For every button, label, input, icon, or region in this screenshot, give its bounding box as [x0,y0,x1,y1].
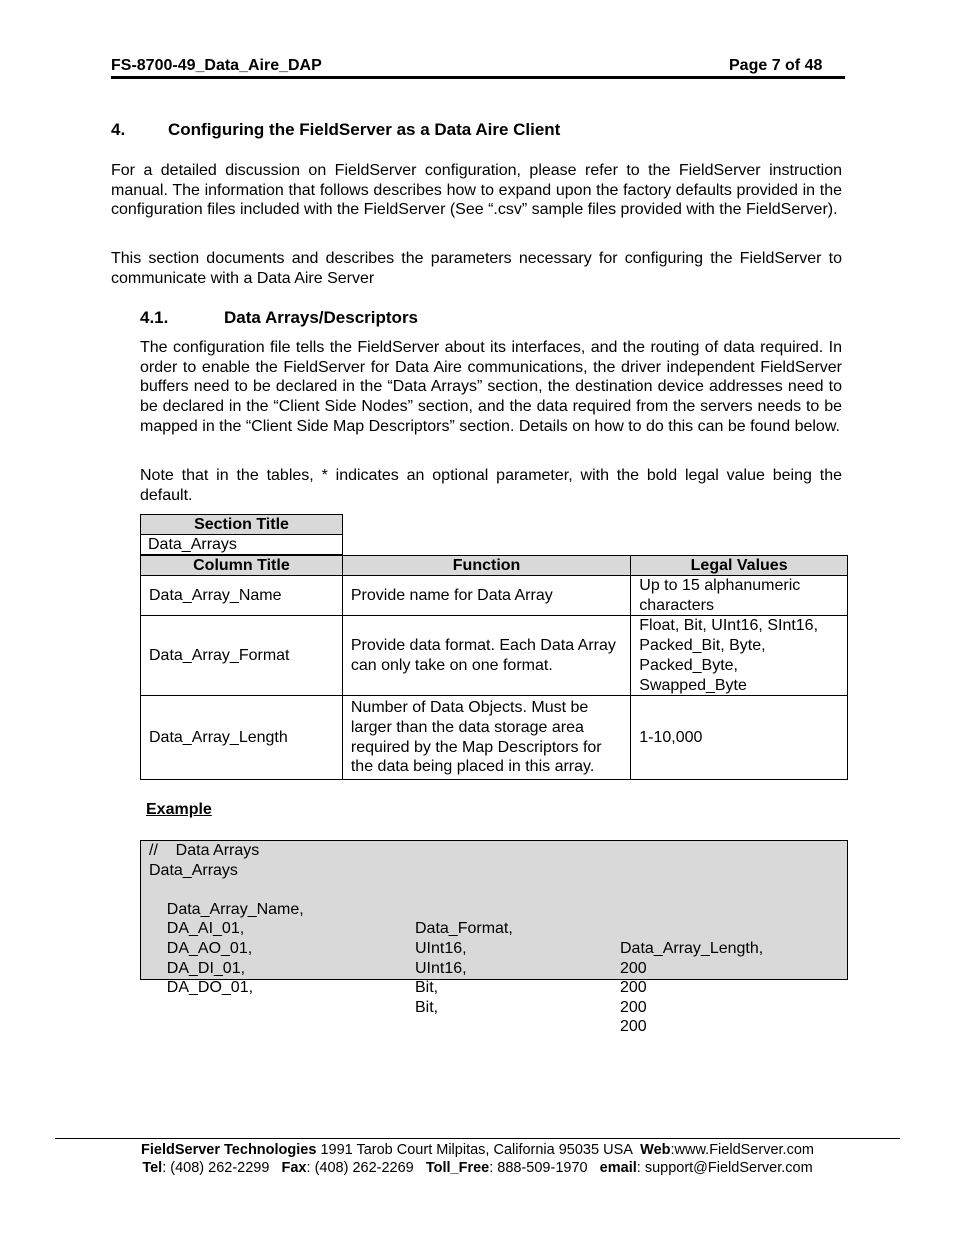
example-row [149,959,839,1036]
row-column-title: Data_Array_Name [141,576,343,616]
footer-tel: : (408) 262-2299 [162,1160,282,1176]
example-section: Data_Arrays [149,861,238,879]
footer-toll: : 888-509-1970 [489,1160,600,1176]
footer-toll-label: Toll_Free [425,1160,490,1176]
footer-web-label: Web [640,1142,671,1158]
subsection-number: 4.1. [140,308,169,327]
section-title-value: Data_Arrays [141,535,343,555]
section-title-table [140,514,343,555]
example-cell: UInt16, [415,959,467,977]
header-rule [111,76,845,79]
footer-address: 1991 Tarob Court Milpitas, California 95035 USA [316,1142,641,1158]
example-cell: Data_Array_Length, [620,939,764,957]
row-legal-values: 1-10,000 [631,696,848,780]
example-cell: Data_Format, [415,920,513,938]
example-cell: 200 [620,959,647,977]
footer-web: :www.FieldServer.com [670,1142,814,1158]
footer-rule [55,1138,900,1139]
example-cell: Bit, [415,979,439,997]
example-cell: DA_DI_01, [166,959,246,977]
example-cell: Bit, [415,998,439,1016]
parameter-table [140,555,848,780]
example-cell: DA_AI_01, [166,920,245,938]
row-column-title: Data_Array_Format [141,616,343,696]
row-function: Provide name for Data Array [342,576,630,616]
row-legal-values: Float, Bit, UInt16, SInt16, Packed_Bit, Byte, Packed_Byte, Swapped_Byte [631,616,848,696]
table-row [141,616,848,696]
row-function: Number of Data Objects. Must be larger than the data storage area required by the Map Descriptors for the data being placed in this array. [342,696,630,780]
section-title: Configuring the FieldServer as a Data Aire Client [168,120,561,139]
column-header-function: Function [342,556,630,576]
example-cell: UInt16, [415,939,467,957]
example-cell: 200 [620,998,647,1016]
row-legal-values: Up to 15 alphanumeric characters [631,576,848,616]
subsection-paragraph-1: The configuration file tells the FieldServer about its interfaces, and the routing of data required. In order to enable the FieldServer for Data Aire communications, the driver independent FieldServer buffers need to be declared in the “Data Arrays” section, the destination device addresses need to be declared in the “Client Side Nodes” section, and the data required from the servers needs to be mapped in the “Client Side Map Descriptors” section. Details on how to do this can be found below. [140,339,842,435]
column-header-legal-values: Legal Values [631,556,848,576]
column-header-column-title: Column Title [141,556,343,576]
parameter-table-header-row [141,556,848,576]
footer-tel-label: Tel [142,1160,163,1176]
table-row [141,576,848,616]
footer-email: : support@FieldServer.com [636,1160,813,1176]
footer-email-label: email [599,1160,637,1176]
example-code-box [140,840,848,1036]
example-comment: // Data Arrays [149,842,260,859]
document-id: FS-8700-49_Data_Aire_DAP [111,57,322,74]
section-paragraph-2: This section documents and describes the parameters necessary for configuring the FieldServer to communicate with a Data Aire Server [111,250,842,287]
footer-line-2 [55,1160,900,1176]
subsection-heading [140,308,418,328]
footer-fax-label: Fax [281,1160,307,1176]
page-number: Page 7 of 48 [729,57,823,74]
section-title-header: Section Title [141,515,343,535]
subsection-title: Data Arrays/Descriptors [224,308,419,327]
example-cell: 200 [620,1018,647,1036]
section-heading [111,120,560,140]
example-title: Example [146,801,212,818]
section-paragraph-1: For a detailed discussion on FieldServer configuration, please refer to the FieldServer instruction manual. The information that follows describes how to expand upon the factory defaults provided in the configuration files included with the FieldServer (See “.csv” sample files provided with the FieldServer). [111,162,842,219]
footer-company: FieldServer Technologies [141,1142,317,1158]
example-cell: 200 [620,979,647,997]
row-function: Provide data format. Each Data Array can only take on one format. [342,616,630,696]
row-column-title: Data_Array_Length [141,696,343,780]
example-cell: DA_AO_01, [166,939,253,957]
section-number: 4. [111,120,126,139]
table-row [141,696,848,780]
footer-line-1 [55,1142,900,1158]
footer-fax: : (408) 262-2269 [306,1160,426,1176]
example-cell: DA_DO_01, [166,979,254,997]
subsection-paragraph-2: Note that in the tables, * indicates an optional parameter, with the bold legal value being the default. [140,467,842,504]
example-cell: Data_Array_Name, [166,900,304,918]
